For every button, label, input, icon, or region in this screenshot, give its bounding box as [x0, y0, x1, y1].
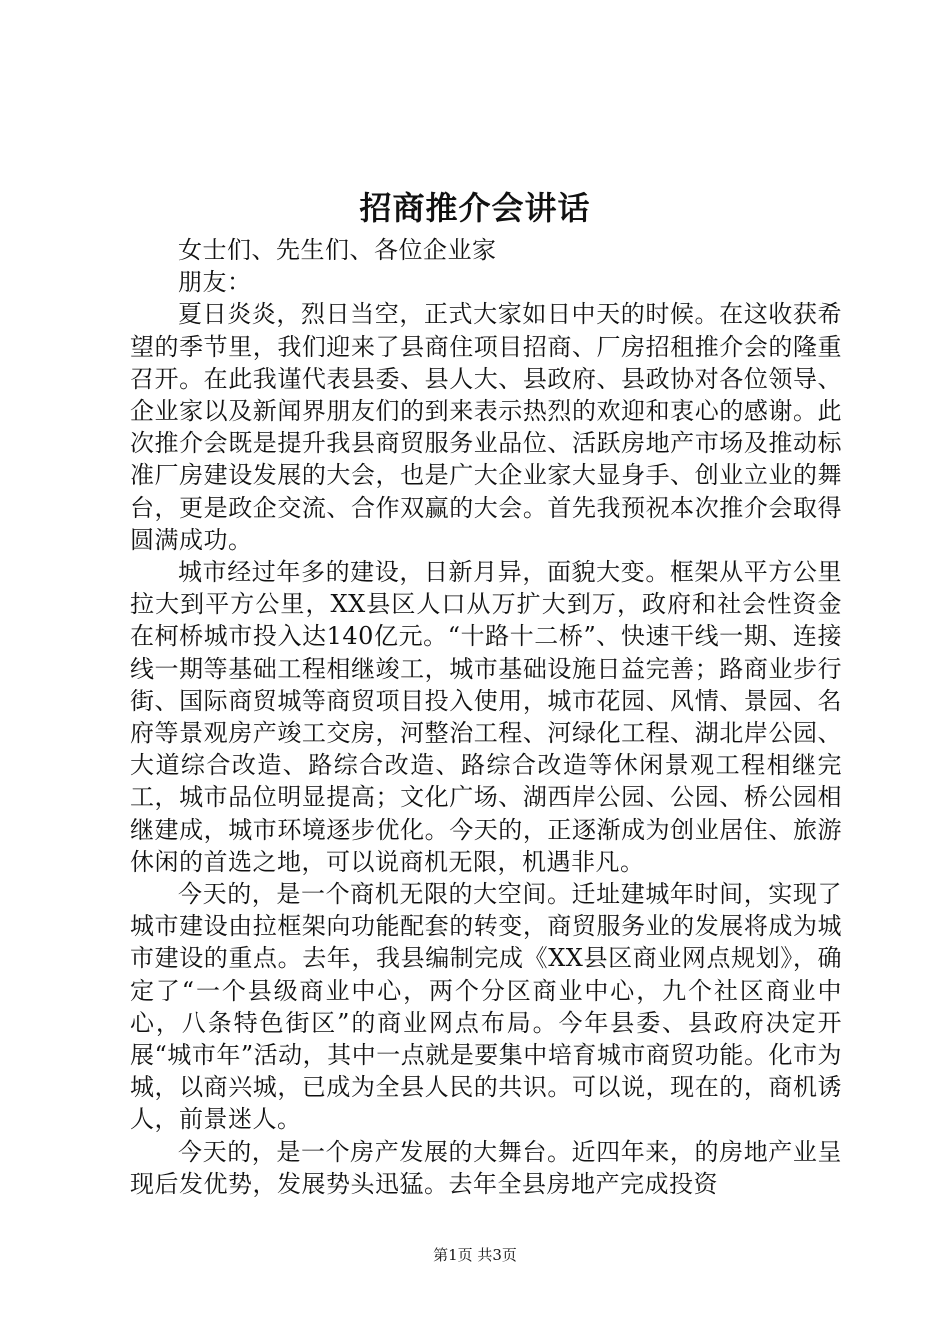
paragraph-real-estate: 今天的，是一个房产发展的大舞台。近四年来，的房地产业呈现后发优势，发展势头迅猛。去年全县房地产完成投资 [130, 1137, 842, 1198]
document-title: 招商推介会讲话 [359, 189, 591, 227]
paragraph-city-development: 城市经过年多的建设，日新月异，面貌大变。框架从平方公里拉大到平方公里，XX县区人口从万扩大到万，政府和社会性资金在柯桥城市投入达140亿元。“十路十二桥”、快速干线一期、连接线一期等基础工程相继竣工，城市基础设施日益完善；路商业步行街、国际商贸城等商贸项目投入使用，城市花园、风情、景园、名府等景观房产竣工交房，河整治工程、河绿化工程、湖北岸公园、大道综合改造、路综合改造、路综合改造等休闲景观工程相继完工，城市品位明显提高；文化广场、湖西岸公园、公园、桥公园相继建成，城市环境逐步优化。今天的，正逐渐成为创业居住、旅游休闲的首选之地，可以说商机无限，机遇非凡。 [130, 558, 842, 876]
salutation-line-1: 女士们、先生们、各位企业家 [178, 236, 497, 264]
document-body [130, 234, 842, 1200]
page-footer: 第1页 共3页 [433, 1246, 517, 1264]
paragraph-opening: 夏日炎炎，烈日当空，正式大家如日中天的时候。在这收获希望的季节里，我们迎来了县商住项目招商、厂房招租推介会的隆重召开。在此我谨代表县委、县人大、县政府、县政协对各位领导、企业家以及新闻界朋友们的到来表示热烈的欢迎和衷心的感谢。此次推介会既是提升我县商贸服务业品位、活跃房地产市场及推动标准厂房建设发展的大会，也是广大企业家大显身手、创业立业的舞台，更是政企交流、合作双赢的大会。首先我预祝本次推介会取得圆满成功。 [130, 300, 842, 554]
salutation-line-2: 朋友： [178, 268, 252, 297]
paragraph-business-space: 今天的，是一个商机无限的大空间。迁址建城年时间，实现了城市建设由拉框架向功能配套的转变，商贸服务业的发展将成为城市建设的重点。去年，我县编制完成《XX县区商业网点规划》，确定了“一个县级商业中心，两个分区商业中心，九个社区商业中心，八条特色街区”的商业网点布局。今年县委、县政府决定开展“城市年”活动，其中一点就是要集中培育城市商贸功能。化市为城，以商兴城，已成为全县人民的共识。可以说，现在的，商机诱人，前景迷人。 [130, 880, 842, 1134]
